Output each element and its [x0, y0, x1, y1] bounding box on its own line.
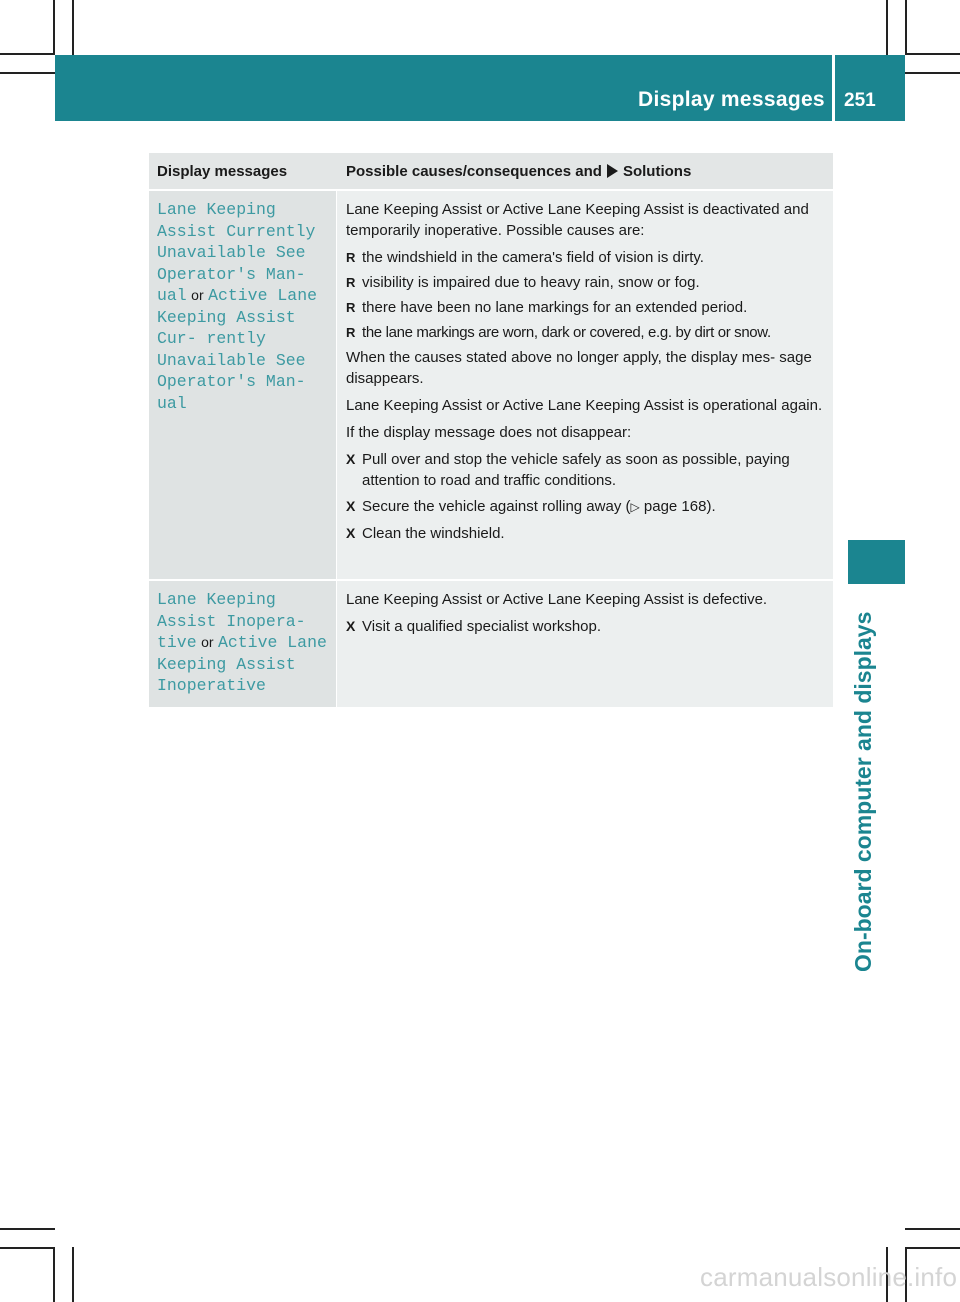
- crop-mark: [72, 0, 74, 55]
- info-paragraph: Lane Keeping Assist or Active Lane Keeping Assist is operational again.: [346, 397, 823, 414]
- action-step: X Clean the windshield.: [346, 523, 827, 544]
- crop-mark: [905, 72, 960, 74]
- col-header-solutions-post: Solutions: [622, 162, 692, 180]
- display-message: Lane Keeping Assist Inopera‐ tive: [157, 590, 306, 652]
- cause-bullet: R visibility is impaired due to heavy rain, snow or fog.: [346, 272, 827, 293]
- header-separator: [832, 55, 835, 121]
- solution-cell: [337, 581, 833, 707]
- crop-mark: [0, 53, 55, 55]
- cause-intro: Lane Keeping Assist or Active Lane Keeping Assist is deactivated and temporarily inoperative. Possible causes are:: [346, 201, 809, 239]
- cause-bullet: R the windshield in the camera's field of vision is dirty.: [346, 247, 827, 268]
- section-tab: [848, 540, 905, 584]
- info-paragraph: When the causes stated above no longer apply, the display mes‐ sage disappears.: [346, 349, 812, 387]
- or-connector: or: [191, 287, 204, 303]
- table-header: [149, 153, 833, 189]
- action-step-text: Secure the vehicle against rolling away (: [362, 498, 631, 515]
- page-title: Display messages: [638, 88, 825, 111]
- action-step: X Visit a qualified specialist workshop.: [346, 616, 827, 637]
- info-paragraph: If the display message does not disappear:: [346, 424, 632, 441]
- crop-mark: [905, 1228, 960, 1230]
- or-connector: or: [201, 634, 214, 650]
- crop-mark: [905, 1247, 960, 1249]
- crop-mark: [0, 1247, 55, 1249]
- crop-mark: [0, 1228, 55, 1230]
- display-messages-table: [149, 153, 833, 707]
- col-header-messages: Display messages: [157, 162, 288, 180]
- cause-bullet: R there have been no lane markings for an extended period.: [346, 297, 827, 318]
- page-ref-arrow-icon: ▷: [630, 500, 640, 514]
- cause-intro: Lane Keeping Assist or Active Lane Keeping Assist is defective.: [346, 591, 768, 608]
- col-header-solutions: [337, 163, 833, 180]
- page-number: 251: [844, 90, 876, 111]
- crop-mark: [53, 0, 55, 55]
- display-message: Active Lane Keeping Assist Cur‐ rently Unavailable See Operator's Man‐ ual: [157, 286, 317, 413]
- display-message: Active Lane Keeping Assist Inoperative: [157, 633, 327, 695]
- crop-mark: [72, 1247, 74, 1302]
- col-header-solutions-pre: Possible causes/consequences and: [346, 162, 602, 180]
- message-cell: [149, 581, 336, 707]
- table-row: [149, 579, 833, 707]
- section-label: On-board computer and displays: [850, 611, 876, 972]
- table-row: [149, 189, 833, 579]
- solution-cell: [337, 191, 833, 579]
- crop-mark: [905, 0, 907, 55]
- crop-mark: [886, 0, 888, 55]
- action-step: X Pull over and stop the vehicle safely as soon as possible, paying attention to road and traffic conditions.: [346, 449, 827, 491]
- watermark: carmanualsonline.info: [700, 1262, 958, 1292]
- cause-bullet: R the lane markings are worn, dark or covered, e.g. by dirt or snow.: [346, 322, 827, 343]
- action-step: [346, 496, 827, 518]
- crop-mark: [53, 1247, 55, 1302]
- crop-mark: [0, 72, 55, 74]
- crop-mark: [905, 53, 960, 55]
- page-reference[interactable]: page 168).: [639, 498, 716, 515]
- play-arrow-icon: [607, 164, 618, 178]
- display-message: Lane Keeping Assist Currently Unavailable See Operator's Man‐ ual: [157, 200, 316, 305]
- message-cell: [149, 191, 336, 579]
